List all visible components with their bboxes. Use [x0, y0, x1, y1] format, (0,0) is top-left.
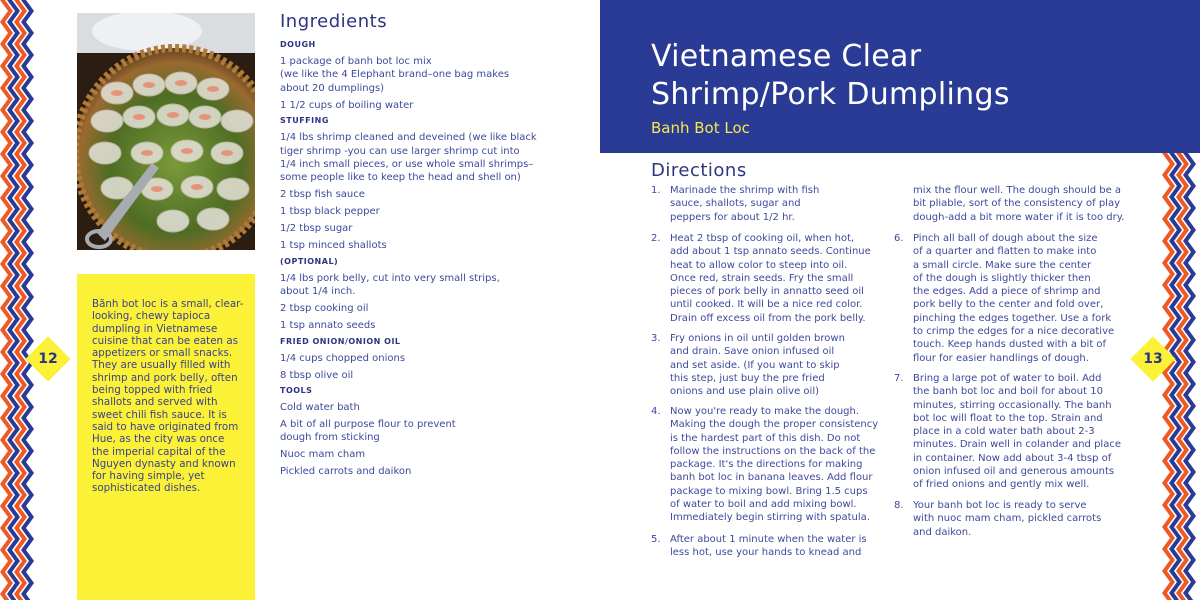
direction-step — [651, 232, 891, 325]
ingredients-subheading: TOOLS — [280, 386, 313, 396]
step-text: Heat 2 tbsp of cooking oil, when hot, add about 1 tsp annato seeds. Continue heat to allow color to steep into oil. Once red, strain seeds. Fry the small pieces of pork belly in annatto seed oil until cooked. It will be a nice red color. Drain off excess oil from the pork belly. — [670, 233, 871, 324]
ingredients-subheading: DOUGH — [280, 40, 316, 49]
direction-step — [651, 332, 891, 398]
direction-step — [651, 533, 891, 560]
ingredient-item: 1 1/2 cups of boiling water — [280, 99, 414, 111]
recipe-subtitle: Banh Bot Loc — [651, 119, 750, 137]
direction-step — [894, 232, 1134, 365]
step-number: 3. — [651, 333, 661, 344]
left-zigzag-border — [0, 0, 38, 600]
recipe-title-line-1: Vietnamese Clear — [651, 39, 922, 74]
step-text: Marinade the shrimp with fish sauce, shallots, sugar and peppers for about 1/2 hr. — [670, 185, 820, 223]
step-number: 1. — [651, 185, 661, 196]
ingredient-item: 8 tbsp olive oil — [280, 369, 354, 381]
direction-step — [894, 372, 1134, 492]
step-text: mix the flour well. The dough should be a bit pliable, sort of the consistency of play dough-add a bit more water if it is too dry. — [913, 185, 1125, 223]
ingredient-item: Nuoc mam cham — [280, 449, 366, 461]
step-text: After about 1 minute when the water is less hot, use your hands to knead and — [670, 534, 867, 559]
step-number: 6. — [894, 233, 904, 244]
direction-step — [894, 184, 1134, 224]
step-text: Now you're ready to make the dough. Making the dough the proper consistency is the hardest part of this dish. Do not follow the instructions on the back of the package. It's the directions for making banh bot loc in banana leaves. Add flour package to mixing bowl. Bring 1.5 cups of water to boil and add mixing bowl. Immediately begin stirring with spatula. — [670, 406, 879, 524]
ingredients-subheading: (OPTIONAL) — [280, 256, 339, 266]
step-number: 8. — [894, 500, 904, 511]
ingredient-item: 1 tsp annato seeds — [280, 320, 376, 332]
ingredients-heading: Ingredients — [280, 11, 388, 32]
dumplings-photo — [77, 13, 255, 250]
direction-step — [894, 499, 1134, 539]
recipe-title — [651, 38, 1010, 114]
page-number-right — [1130, 336, 1176, 382]
step-text: Pinch all ball of dough about the size of a quarter and flatten to make into a small circle. Make sure the center of the dough is slightly thicker then the edges. Add a piece of shrimp and pork belly to the center and fold over, pinching the edges together. Use a fork to crimp the edges for a nice decorative touch. Keep hands dusted with a bit of flour for easier handlings of dough. — [913, 233, 1115, 364]
ingredients-list — [280, 40, 580, 479]
ingredient-item: 1 package of banh bot loc mix (we like the 4 Elephant brand–one bag makes about 20 dumplings) — [280, 56, 510, 94]
step-number: 7. — [894, 373, 904, 384]
step-text: Your banh bot loc is ready to serve with nuoc mam cham, pickled carrots and daikon. — [913, 500, 1102, 538]
ingredients-subheading: FRIED ONION/ONION OIL — [280, 336, 401, 346]
ingredient-item: 1/4 lbs pork belly, cut into very small strips, about 1/4 inch. — [280, 272, 500, 298]
ingredients-subheading: STUFFING — [280, 116, 329, 126]
recipe-title-line-2: Shrimp/Pork Dumplings — [651, 77, 1010, 112]
ingredient-item: 1/4 lbs shrimp cleaned and deveined (we like black tiger shrimp -you can use larger shrimp cut into 1/4 inch small pieces, or use whole small shrimps– some people like to keep the head and shell on) — [280, 132, 537, 184]
step-number: 4. — [651, 406, 661, 417]
ingredient-item: 2 tbsp fish sauce — [280, 189, 365, 201]
step-number: 5. — [651, 534, 661, 545]
ingredient-item: 1/4 cups chopped onions — [280, 352, 406, 364]
ingredient-item: 1 tsp minced shallots — [280, 240, 387, 252]
ingredients-section — [280, 11, 580, 482]
page-number-left — [25, 336, 71, 382]
ingredient-item: 1 tbsp black pepper — [280, 206, 380, 218]
intro-text: Bãnh bot loc is a small, clear-looking, chewy tapioca dumpling in Vietnamese cuisine that can be eaten as appetizers or small snacks. They are usually filled with shrimp and pork belly, often being topped with fried shallots and served with sweet chili fish sauce. It is said to have originated from Hue, as the city was once the imperial capital of the Nguyen dynasty and known for having simple, yet sophisticated dishes. — [92, 298, 244, 495]
step-number: 2. — [651, 233, 661, 244]
ingredient-item: Pickled carrots and daikon — [280, 466, 412, 478]
step-text: Bring a large pot of water to boil. Add the banh bot loc and boil for about 10 minutes, stirring occasionally. The banh bot loc will float to the top. Strain and place in a cold water bath about 2-3 minutes. Drain well in colander and place in container. Now add about 3-4 tbsp of onion infused oil and generous amounts of fried onions and gently mix well. — [913, 373, 1121, 491]
direction-step — [651, 184, 891, 224]
step-text: Fry onions in oil until golden brown and drain. Save onion infused oil and set aside. (If you want to skip this step, just buy the pre fried onions and use plain olive oil) — [670, 333, 845, 398]
page-number-left-label: 12 — [38, 351, 58, 367]
directions-heading: Directions — [651, 160, 747, 181]
ingredient-item: 1/2 tbsp sugar — [280, 223, 353, 235]
page-number-right-label: 13 — [1143, 351, 1163, 367]
ingredient-item: 2 tbsp cooking oil — [280, 303, 369, 315]
ingredient-item: Cold water bath — [280, 402, 360, 414]
direction-step — [651, 405, 891, 525]
ingredient-item: A bit of all purpose flour to prevent dough from sticking — [280, 419, 456, 444]
